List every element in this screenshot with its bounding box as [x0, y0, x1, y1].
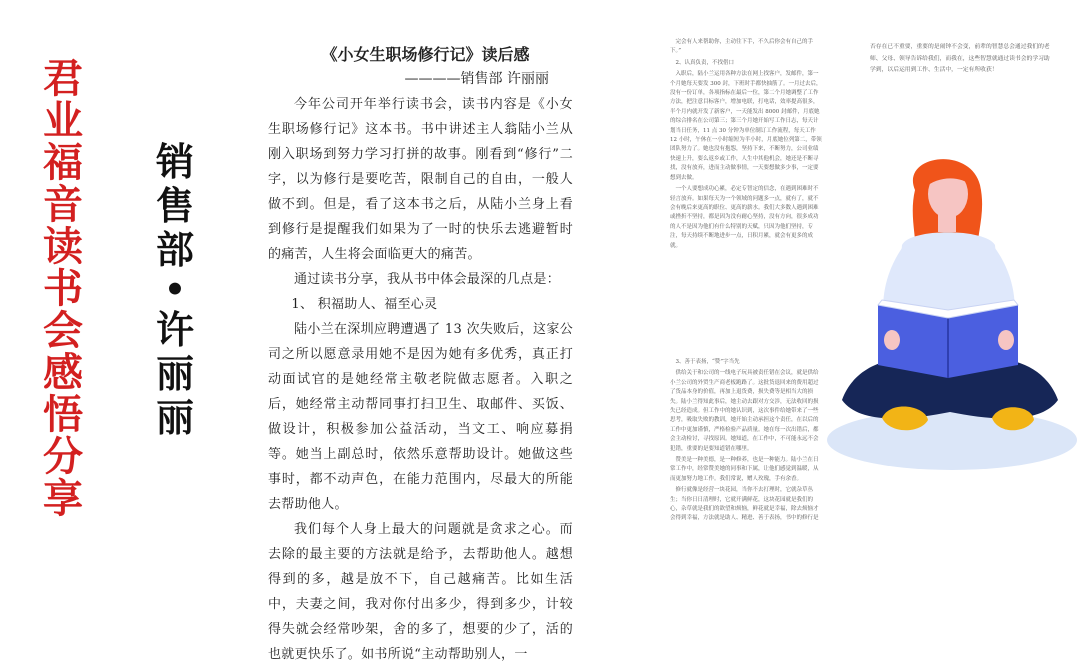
- document-paragraph: 今年公司开年举行读书会，读书内容是《小女生职场修行记》这本书。书中讲述主人翁陆小兰从刚入职场到努力学习打拼的故事。刚看到“修行”二字，以为修行是要吃苦，限制自己的自由，一般人做不到。但是，看了这本书之后，从陆小兰身上看到修行是提醒我们如果为了一时的快乐去逃避暂时的痛苦，人生将会面临更大的痛苦。: [268, 97, 573, 262]
- page2-paragraph: 赞美是一种美德，是一种修养，也是一种能力。陆小兰在日常工作中，经常赞美她的同事和下属，让他们感觉到温暖，从而更加努力地工作。我们常说，赠人玫瑰，手有余香。: [670, 457, 819, 482]
- page2-paragraph: 完会有人来帮助你，主动往下手，不久后你会有自己的手下。”: [670, 39, 814, 55]
- right-hand: [998, 330, 1014, 350]
- document-page: [268, 42, 573, 667]
- document-paragraph: 陆小兰在深圳应聘遭遇了 13 次失败后，这家公司之所以愿意录用她不是因为她有多优秀，真正打动面试官的是她经常主敬老院做志愿者。入职之后，她经常主动帮同事打扫卫生、取邮件、买饭、做设计，积极参加公益活动，当文工、响应募捐等。她当上副总时，依然乐意帮助设计。她做这些事时，都不动声色，在能力范围内，尽最大的所能去帮助他人。: [268, 322, 573, 512]
- title-char: 悟: [43, 391, 83, 438]
- author-char: 丽: [155, 395, 194, 440]
- title-char: 分: [43, 433, 83, 480]
- document-paragraph: 我们每个人身上最大的问题就是贪求之心。而去除的最主要的方法就是给予，去帮助他人。越想得到的多，越是放不下，自己越痛苦。比如生活中，夫妻之间，我对你付出多少，得到多少，计较得失就会经常吵架，舍的多了，想要的少了，活的也就更快乐了。如书所说“主动帮助别人，一: [268, 522, 573, 662]
- document-title: 《小女生职场修行记》读后感: [321, 45, 530, 64]
- page2-spacer: [670, 253, 822, 358]
- page2-paragraph: 供给关于和公司的一线电子玩具被责任错在会议，就是供给小兰公司的外贸生产商老板跑路了。这批货退回来的费用超过了货品本身的价值，再加上退货费，损失费等是相当大的损失。陆小兰得知此事后，她主动去跟对方交涉，无法收回的损失已经造成。但工作中的她认识到，这次事件给她带来了一些思考，吸取失败的教训，她开始主动承担这个责任，在以后的工作中更加谨慎，严格检验产品质量。她在每一次出错后，都会主动检讨，寻找原因。她知道，在工作中，不可能永远不会犯错，重要的是要知道错在哪里。: [670, 370, 819, 452]
- page2-paragraph: 3、善于表扬，“赞”字当先: [675, 358, 740, 365]
- author-char: 丽: [155, 351, 194, 396]
- left-hand: [884, 330, 900, 350]
- title-char: 君: [43, 55, 83, 102]
- page2-paragraph: 一个人要想成功心累，必定专智定的信念，在遇到困难时不轻言放弃。如果每天为一个领域的问题多一点，就有了，就不会有晚后来更高的职位、更高的薪水。我们大多数人遇到困难或挫折不坚持，都是因为没有耐心坚持，没有方向，很多成功的人不是因为他们有什么特别的天赋，只因为他们坚持，专注，每天持续不断地进步一点，日积月累，就会有更多的成就。: [670, 186, 819, 249]
- title-char: 享: [43, 475, 83, 522]
- title-char: 感: [43, 349, 83, 396]
- document-paragraph: 通过读书分享，我从书中体会最深的几点是：: [294, 272, 561, 287]
- author-char: 部: [155, 227, 194, 272]
- page2-paragraph: 2、认真负责，不找借口: [675, 59, 735, 66]
- page2-paragraph: 入职后，陆小兰运用各种方法在网上找客户，发邮件，第一个月她每天要发 300 封，下班时手都快抽筋了。一月过去后，没有一份订单，各项指标在最后一位，第二个月她调整了工作方法，把注意目标客户，增加电联，打电话，效率提高很多，半个月内就开发了新客户，一天能发出 8000 封邮件，月底她的综合排名在公司第三；第三个月她开始写工作日志，每天计划当日任务，11 点 30 分钟为单位制订工作流程，每天工作 12 小时，午休在一小时缩短为半小时，月底她位列第二，带领团队努力了。她也没有抱怨，坚持下来，不断努力，公司业绩快速上升，要么返乡或工作，人生中其他机会，她还是不断寻找，没有放弃，进而主动做事情，一天要想做多少事，一定要想到去做。: [670, 71, 822, 181]
- document-page-3: 否存在已不重要，重要的是闹钟不会变，前辈的智慧总会通过我们的老师、父母、领导告诉给我们，而我在，这些智慧就通过读书会的学习助学到，以后运用到工作、生活中，一定有所收获！: [870, 44, 1050, 73]
- floor-shadow: [827, 410, 1077, 470]
- title-char: 音: [43, 181, 83, 228]
- reading-girl-illustration: [820, 150, 1080, 480]
- title-char: 书: [43, 265, 83, 312]
- author-separator: •: [164, 270, 186, 310]
- vertical-author: [150, 140, 200, 440]
- author-char: 许: [155, 307, 194, 352]
- document-byline: ————销售部 许丽丽: [404, 71, 549, 87]
- page2-paragraph: 修行就像是经营一块花园，当你不去打理时，它就杂草丛生；当你日日清理时，它就开满鲜花，这块花园就是我们的心，杂草就是我们的欲望和烦恼，鲜花就是幸福，除去烦恼才会得到幸福，方法就是助人、精进、善于表扬，书中的修行是: [670, 487, 819, 522]
- title-char: 会: [43, 307, 83, 354]
- author-char: 售: [155, 183, 194, 228]
- document-page-2: [670, 38, 822, 526]
- title-char: 福: [43, 139, 83, 186]
- vertical-title: [38, 55, 88, 522]
- title-char: 业: [43, 97, 83, 144]
- title-char: 读: [43, 223, 83, 270]
- section-heading: 1、 积福助人、福至心灵: [291, 297, 438, 312]
- author-char: 销: [155, 139, 194, 184]
